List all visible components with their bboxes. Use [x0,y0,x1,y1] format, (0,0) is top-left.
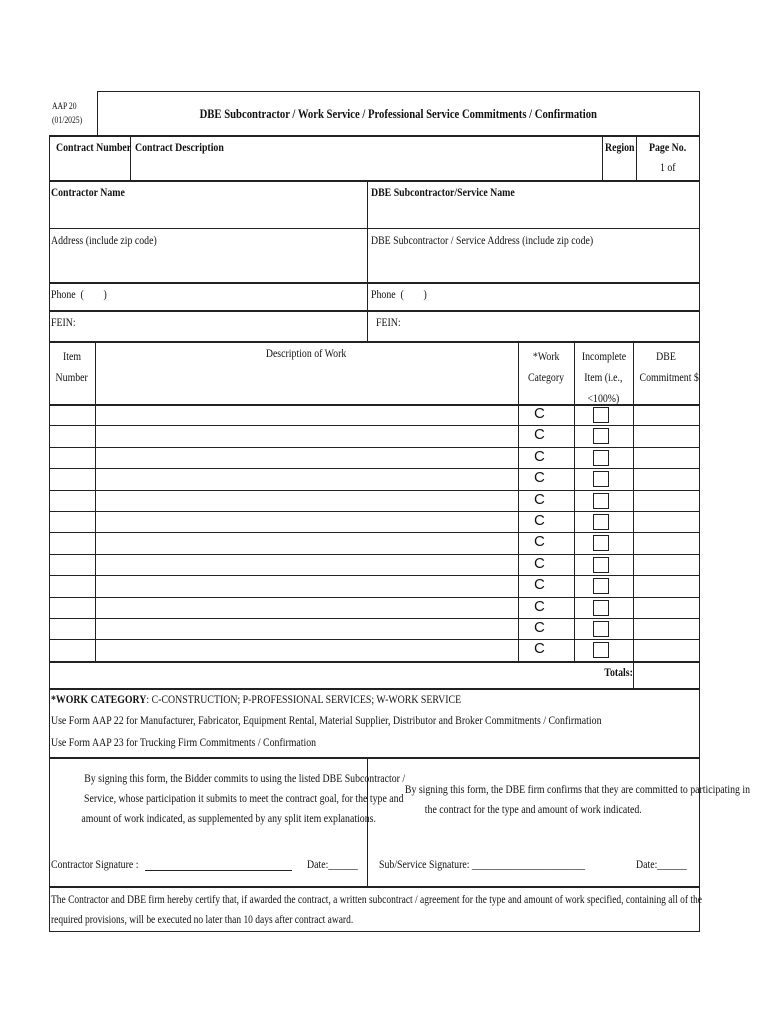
dbe-phone-field[interactable] [371,287,439,302]
item-number-cell[interactable] [49,554,95,575]
note-line-3-wrap [51,735,374,750]
dbe-commitment-cell[interactable] [633,575,699,596]
description-cell[interactable] [95,639,518,660]
work-category-key: *WORK CATEGORY [51,692,147,706]
description-cell[interactable] [95,597,518,618]
work-category-code[interactable]: C [534,640,545,658]
item-number-cell[interactable] [49,490,95,511]
table-row [49,639,699,660]
note-line-3: Use Form AAP 23 for Trucking Firm Commitments / Confirmation [51,735,317,749]
table-row-divider [49,425,699,426]
contractor-signature-line[interactable] [145,870,292,871]
item-number-cell[interactable] [49,639,95,660]
contractor-dbe-divider [367,180,368,341]
table-row [49,575,699,596]
notes-top [49,688,699,690]
contractor-signature-label: Contractor Signature : [51,857,139,871]
dbe-name-label: DBE Subcontractor/Service Name [371,185,515,199]
incomplete-checkbox[interactable] [593,600,609,616]
dbe-name-field[interactable] [371,185,546,200]
contractor-fein-field[interactable] [51,315,81,330]
sub-date-label: Date:______ [636,857,687,871]
table-row [49,618,699,639]
contractor-name-label: Contractor Name [51,185,125,199]
dbe-fein-field[interactable] [376,315,406,330]
table-row [49,532,699,553]
note-line-2: Use Form AAP 22 for Manufacturer, Fabricator, Equipment Rental, Material Supplier, Distributor and Broker Commitments / Confirmation [51,713,602,727]
incomplete-checkbox[interactable] [593,535,609,551]
page-of-wrap [660,160,679,175]
contractor-address-label: Address (include zip code) [51,233,157,247]
incomplete-checkbox[interactable] [593,493,609,509]
work-category-code[interactable]: C [534,426,545,444]
work-category-code[interactable]: C [534,597,545,615]
contractor-name-field[interactable] [51,185,141,200]
dbe-fein-label: FEIN: [376,315,401,329]
incomplete-checkbox[interactable] [593,450,609,466]
contractor-date-wrap[interactable] [307,857,369,872]
bidder-statement-2: Service, whose participation it submits to meet the contract goal, for the type and [84,791,404,805]
contractor-row-top [49,180,699,182]
sub-signature-wrap[interactable] [379,857,630,872]
item-number-cell[interactable] [49,468,95,489]
table-row [49,597,699,618]
col-item-header [49,346,95,388]
header-div-2 [602,135,603,180]
form-bottom-border [49,931,700,932]
col-desc-label: Description of Work [266,346,347,360]
item-number-cell[interactable] [49,618,95,639]
contract-number-label: Contract Number [56,140,132,154]
dbe-commitment-cell[interactable] [633,425,699,446]
table-row-divider [49,490,699,491]
description-cell[interactable] [95,554,518,575]
work-category-code[interactable]: C [534,469,545,487]
description-cell[interactable] [95,575,518,596]
totals-label: Totals: [604,665,633,679]
contract-description-label: Contract Description [135,140,224,154]
contractor-phone-label: Phone ( ) [51,287,107,301]
work-category-code[interactable]: C [534,619,545,636]
item-number-cell[interactable] [49,425,95,446]
certification-top [49,886,699,888]
form-right-border [699,91,700,931]
description-cell[interactable] [95,404,518,425]
description-cell[interactable] [95,511,518,532]
totals-value-field[interactable] [634,662,698,687]
totals-row-top [49,661,699,663]
work-category-code[interactable]: C [534,533,545,551]
contractor-fein-label: FEIN: [51,315,76,329]
bidder-statement-1: By signing this form, the Bidder commits to using the listed DBE Subcontractor / [84,771,406,785]
table-row [49,425,699,446]
dbe-commitment-cell[interactable] [633,490,699,511]
contractor-signature-wrap [51,857,158,872]
work-category-code[interactable]: C [534,447,545,465]
incomplete-checkbox[interactable] [593,428,609,444]
table-top [49,341,699,343]
item-number-cell[interactable] [49,597,95,618]
description-cell[interactable] [95,532,518,553]
col-incomplete-header [574,346,633,409]
table-row [49,511,699,532]
totals-wrap [574,665,633,680]
dbe-statement-2: the contract for the type and amount of work indicated. [424,802,642,816]
col-dbe-header [633,346,699,388]
table-row-divider [49,639,699,640]
dbe-commitment-cell[interactable] [633,597,699,618]
incomplete-checkbox[interactable] [593,621,609,637]
dbe-commitment-cell[interactable] [633,532,699,553]
table-row-divider [49,618,699,619]
work-category-code[interactable]: C [534,405,545,422]
dbe-commitment-cell[interactable] [633,639,699,660]
col-cat-header [518,346,574,388]
description-cell[interactable] [95,618,518,639]
col-item-line-1: Item [62,349,82,363]
item-number-cell[interactable] [49,447,95,468]
title-box-top [97,91,699,92]
bidder-statement-3: amount of work indicated, as supplemented by any split item explanations. [81,811,376,825]
note-line-2-wrap [51,713,722,728]
col-dbe-line-1: DBE [656,349,676,363]
certification-line-2: required provisions, will be executed no later than 10 days after contract award. [51,912,354,926]
item-number-cell[interactable] [49,575,95,596]
fein-row-top [49,310,699,312]
description-cell[interactable] [95,425,518,446]
incomplete-checkbox[interactable] [593,557,609,573]
incomplete-checkbox[interactable] [593,514,609,530]
table-row [49,404,699,425]
table-row-divider [49,575,699,576]
form-code: AAP 20 [52,101,77,111]
work-category-code[interactable]: C [534,554,545,572]
page-of-label: 1 of [660,160,676,174]
table-row-divider [49,447,699,448]
incomplete-checkbox[interactable] [593,578,609,594]
dbe-commitment-cell[interactable] [633,554,699,575]
region-label: Region [605,140,635,154]
incomplete-checkbox[interactable] [593,407,609,423]
work-category-code[interactable]: C [534,512,545,529]
description-cell[interactable] [95,468,518,489]
dbe-statement [367,779,751,819]
work-category-code[interactable]: C [534,576,545,594]
dbe-address-label: DBE Subcontractor / Service Address (include zip code) [371,233,594,247]
table-row-divider [49,554,699,555]
phone-row-top [49,282,699,284]
incomplete-checkbox[interactable] [593,471,609,487]
col-cat-line-1: *Work [532,349,560,363]
incomplete-checkbox[interactable] [593,642,609,658]
contractor-address-field[interactable] [51,233,180,248]
dbe-address-field[interactable] [371,233,642,248]
col-dbe-line-2: Commitment $ [639,370,699,384]
sub-signature-label: Sub/Service Signature: _______________________ [379,857,586,871]
dbe-commitment-cell[interactable] [633,468,699,489]
form-title: DBE Subcontractor / Work Service / Professional Service Commitments / Confirmation [199,106,597,121]
table-row [49,490,699,511]
contract-number-cell[interactable] [56,140,148,155]
dbe-commitment-cell[interactable] [633,511,699,532]
col-inc-line-3: <100%) [587,391,620,405]
bidder-statement [49,768,406,828]
certification-line-2-wrap [51,912,434,927]
item-number-cell[interactable] [49,511,95,532]
sub-date-wrap[interactable] [636,857,698,872]
form-title-wrap [97,106,699,122]
contract-description-cell[interactable] [135,140,243,155]
table-row-divider [49,468,699,469]
form-revision: (01/2025) [52,115,83,125]
dbe-commitment-cell[interactable] [633,447,699,468]
col-inc-line-1: Incomplete [581,349,626,363]
description-cell[interactable] [95,447,518,468]
table-row-divider [49,532,699,533]
item-number-cell[interactable] [49,532,95,553]
col-item-line-2: Number [55,370,89,384]
region-cell[interactable] [605,140,641,155]
table-row [49,447,699,468]
contractor-phone-field[interactable] [51,287,119,302]
certification-line-1: The Contractor and DBE firm hereby certify that, if awarded the contract, a written subcontract / agreement for the type and amount of work specified, containing all of the [51,892,702,906]
work-category-code[interactable]: C [534,490,545,508]
description-cell[interactable] [95,490,518,511]
col-cat-line-2: Category [527,370,565,384]
dbe-commitment-cell[interactable] [633,618,699,639]
work-category-note [51,692,551,707]
table-row [49,554,699,575]
col-inc-line-2: Item (i.e., [584,370,623,384]
item-number-cell[interactable] [49,404,95,425]
table-row-divider [49,597,699,598]
dbe-statement-1: By signing this form, the DBE firm confirms that they are committed to participating in [404,782,751,796]
work-category-text: : C-CONSTRUCTION; P-PROFESSIONAL SERVICES; W-WORK SERVICE [146,692,462,706]
contractor-date-label: Date:______ [307,857,358,871]
dbe-phone-label: Phone ( ) [371,287,427,301]
dbe-commitment-cell[interactable] [633,404,699,425]
table-row-divider [49,511,699,512]
signature-block-top [49,757,699,759]
form-identifier [52,99,82,127]
address-row-top [49,228,699,229]
page-no-cell[interactable] [649,140,694,155]
col-desc-header [95,346,518,361]
certification-line-1-wrap [51,892,770,907]
page-no-label: Page No. [649,140,687,154]
table-row [49,468,699,489]
